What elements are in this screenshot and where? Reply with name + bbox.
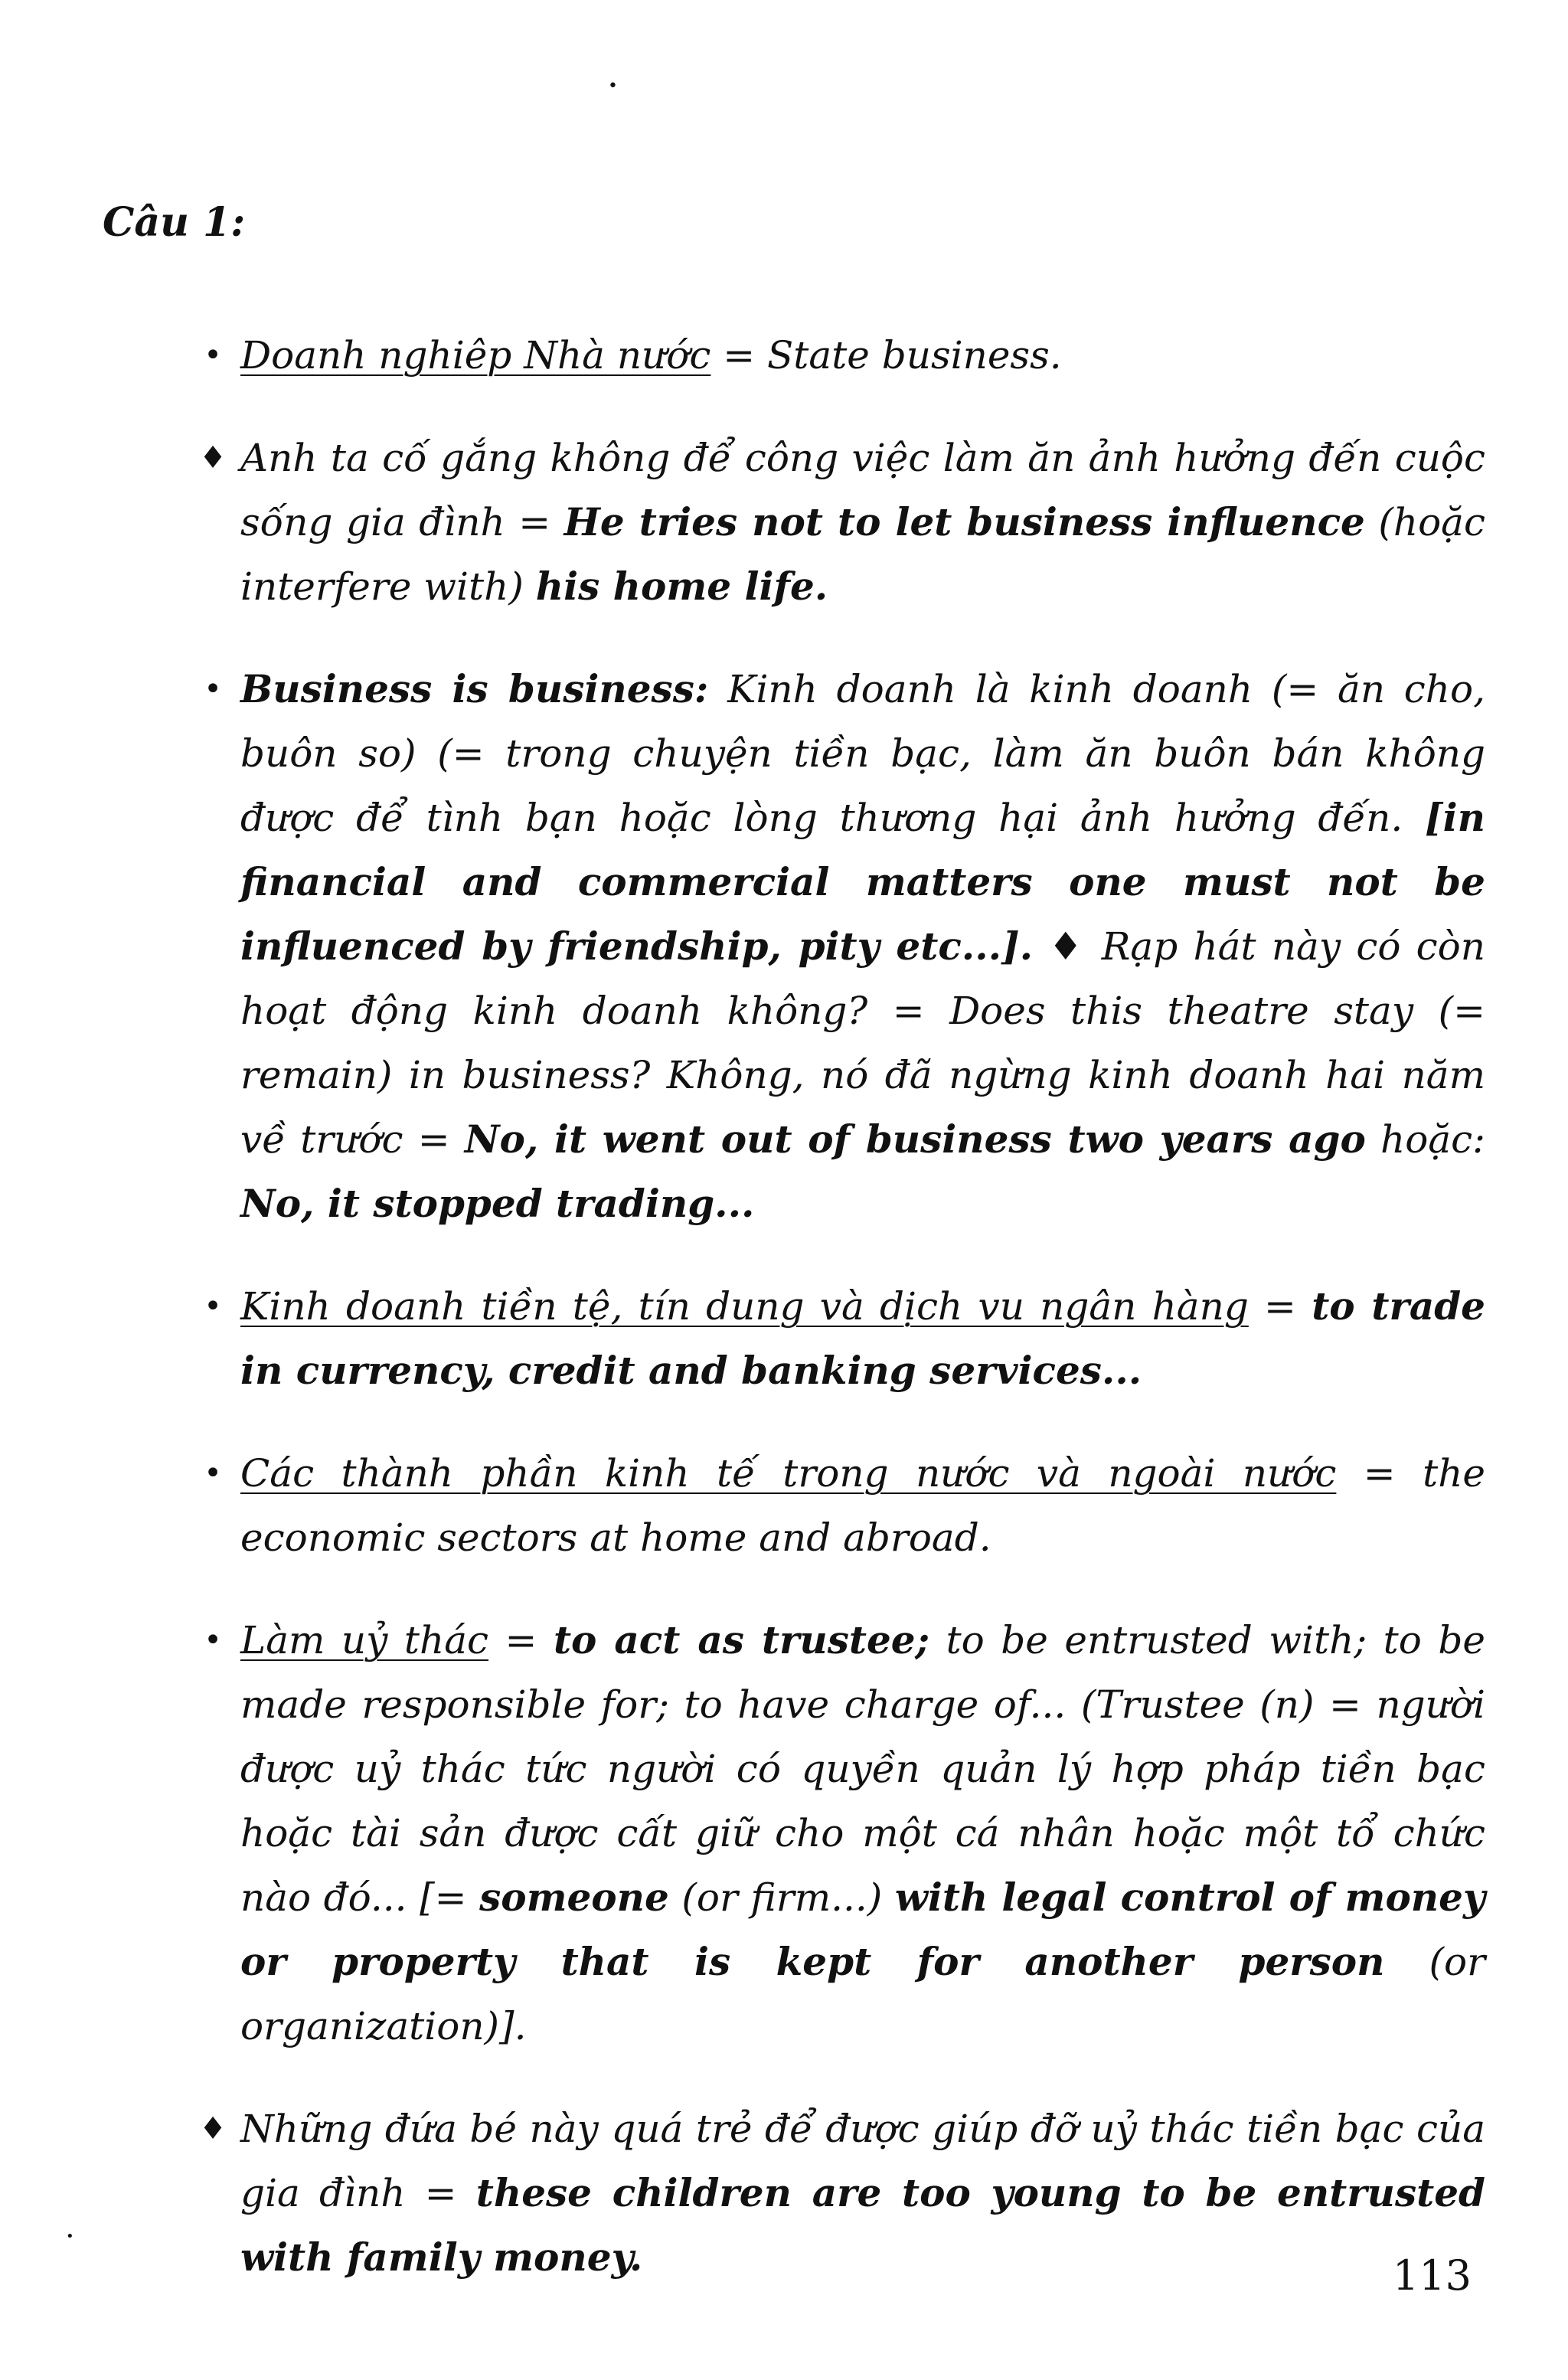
english-phrase: [in financial and commercial matters one must not be influenced by friendship, pity etc...]. [240, 795, 1485, 969]
english-phrase: these children are too young to be entrusted with family money. [240, 2170, 1485, 2280]
dot-bullet-icon: • [204, 1456, 222, 1491]
vietnamese-term: Các thành phần kinh tế trong nước và ngoài nước [240, 1451, 1337, 1496]
diamond-bullet-icon: ♦ [199, 2111, 227, 2146]
list-item [191, 323, 1485, 387]
list-item [191, 657, 1485, 1236]
entry-text: hoặc: [1365, 1117, 1486, 1162]
entry-text: (or firm...) [668, 1875, 895, 1920]
entry-text: to be entrusted with; to be made responsible for; to have charge of... (Trustee (n) = người được uỷ thác tức người có quyền quản lý hợp pháp tiền bạc hoặc tài sản được cất giữ cho một cá nhân hoặc một tổ chức nào đó... [= [240, 1618, 1485, 1920]
entry-text: = [1248, 1284, 1312, 1329]
dot-bullet-icon: • [204, 338, 222, 373]
entry-list [191, 285, 1485, 2311]
entry-text: ♦ Rạp hát này có còn hoạt động kinh doanh không? = Does this theatre stay (= remain) in business? Không, nó đã ngừng kinh doanh hai năm về trước = [240, 924, 1485, 1162]
dot-bullet-icon: • [204, 1289, 222, 1324]
diamond-bullet-icon: ♦ [199, 440, 227, 476]
vietnamese-term: Doanh nghiêp Nhà nước [240, 333, 711, 378]
entry-text: = the economic sectors at home and abroad. [240, 1451, 1485, 1560]
english-phrase: He tries not to let business influence [564, 499, 1365, 544]
entry-text: = [488, 1618, 554, 1662]
english-phrase: to trade in currency, credit and banking services... [240, 1283, 1485, 1393]
list-item [191, 426, 1485, 619]
question-heading: Câu 1: [103, 199, 246, 246]
english-phrase: Business is business: [240, 666, 709, 711]
entry-text: Kinh doanh là kinh doanh (= ăn cho, buôn so) (= trong chuyện tiền bạc, làm ăn buôn bán không được để tình bạn hoặc lòng thương hại ảnh hưởng đến. [240, 667, 1485, 840]
english-phrase: with legal control of money or property that is kept for another person [240, 1875, 1486, 1984]
entry-text: (hoặc interfere with) [240, 500, 1485, 609]
vietnamese-term: Kinh doanh tiền tệ, tín dung và dịch vu ngân hàng [240, 1284, 1249, 1329]
english-phrase: his home life. [535, 564, 828, 609]
list-item [191, 1274, 1485, 1403]
english-phrase: to act as trustee; [553, 1617, 930, 1662]
entry-text: Anh ta cố gắng không để công việc làm ăn ảnh hưởng đến cuộc sống gia đình = [240, 436, 1485, 544]
english-phrase: No, it stopped trading... [240, 1181, 755, 1226]
entry-text: Những đứa bé này quá trẻ để được giúp đỡ uỷ thác tiền bạc của gia đình = [240, 2107, 1485, 2215]
list-item [191, 1608, 1485, 2058]
english-phrase: No, it went out of business two years ago [464, 1116, 1366, 1162]
page-speck: • [608, 77, 618, 96]
english-phrase: someone [479, 1875, 669, 1920]
dot-bullet-icon: • [204, 672, 222, 707]
entry-text: = State business. [710, 333, 1062, 378]
vietnamese-term: Làm uỷ thác [240, 1618, 489, 1662]
entry-text: (or organization)]. [240, 1940, 1486, 2048]
list-item [191, 2097, 1485, 2290]
page-number: 113 [1392, 2251, 1472, 2300]
list-item [191, 1441, 1485, 1570]
page-speck: • [66, 2228, 74, 2244]
dot-bullet-icon: • [204, 1623, 222, 1658]
